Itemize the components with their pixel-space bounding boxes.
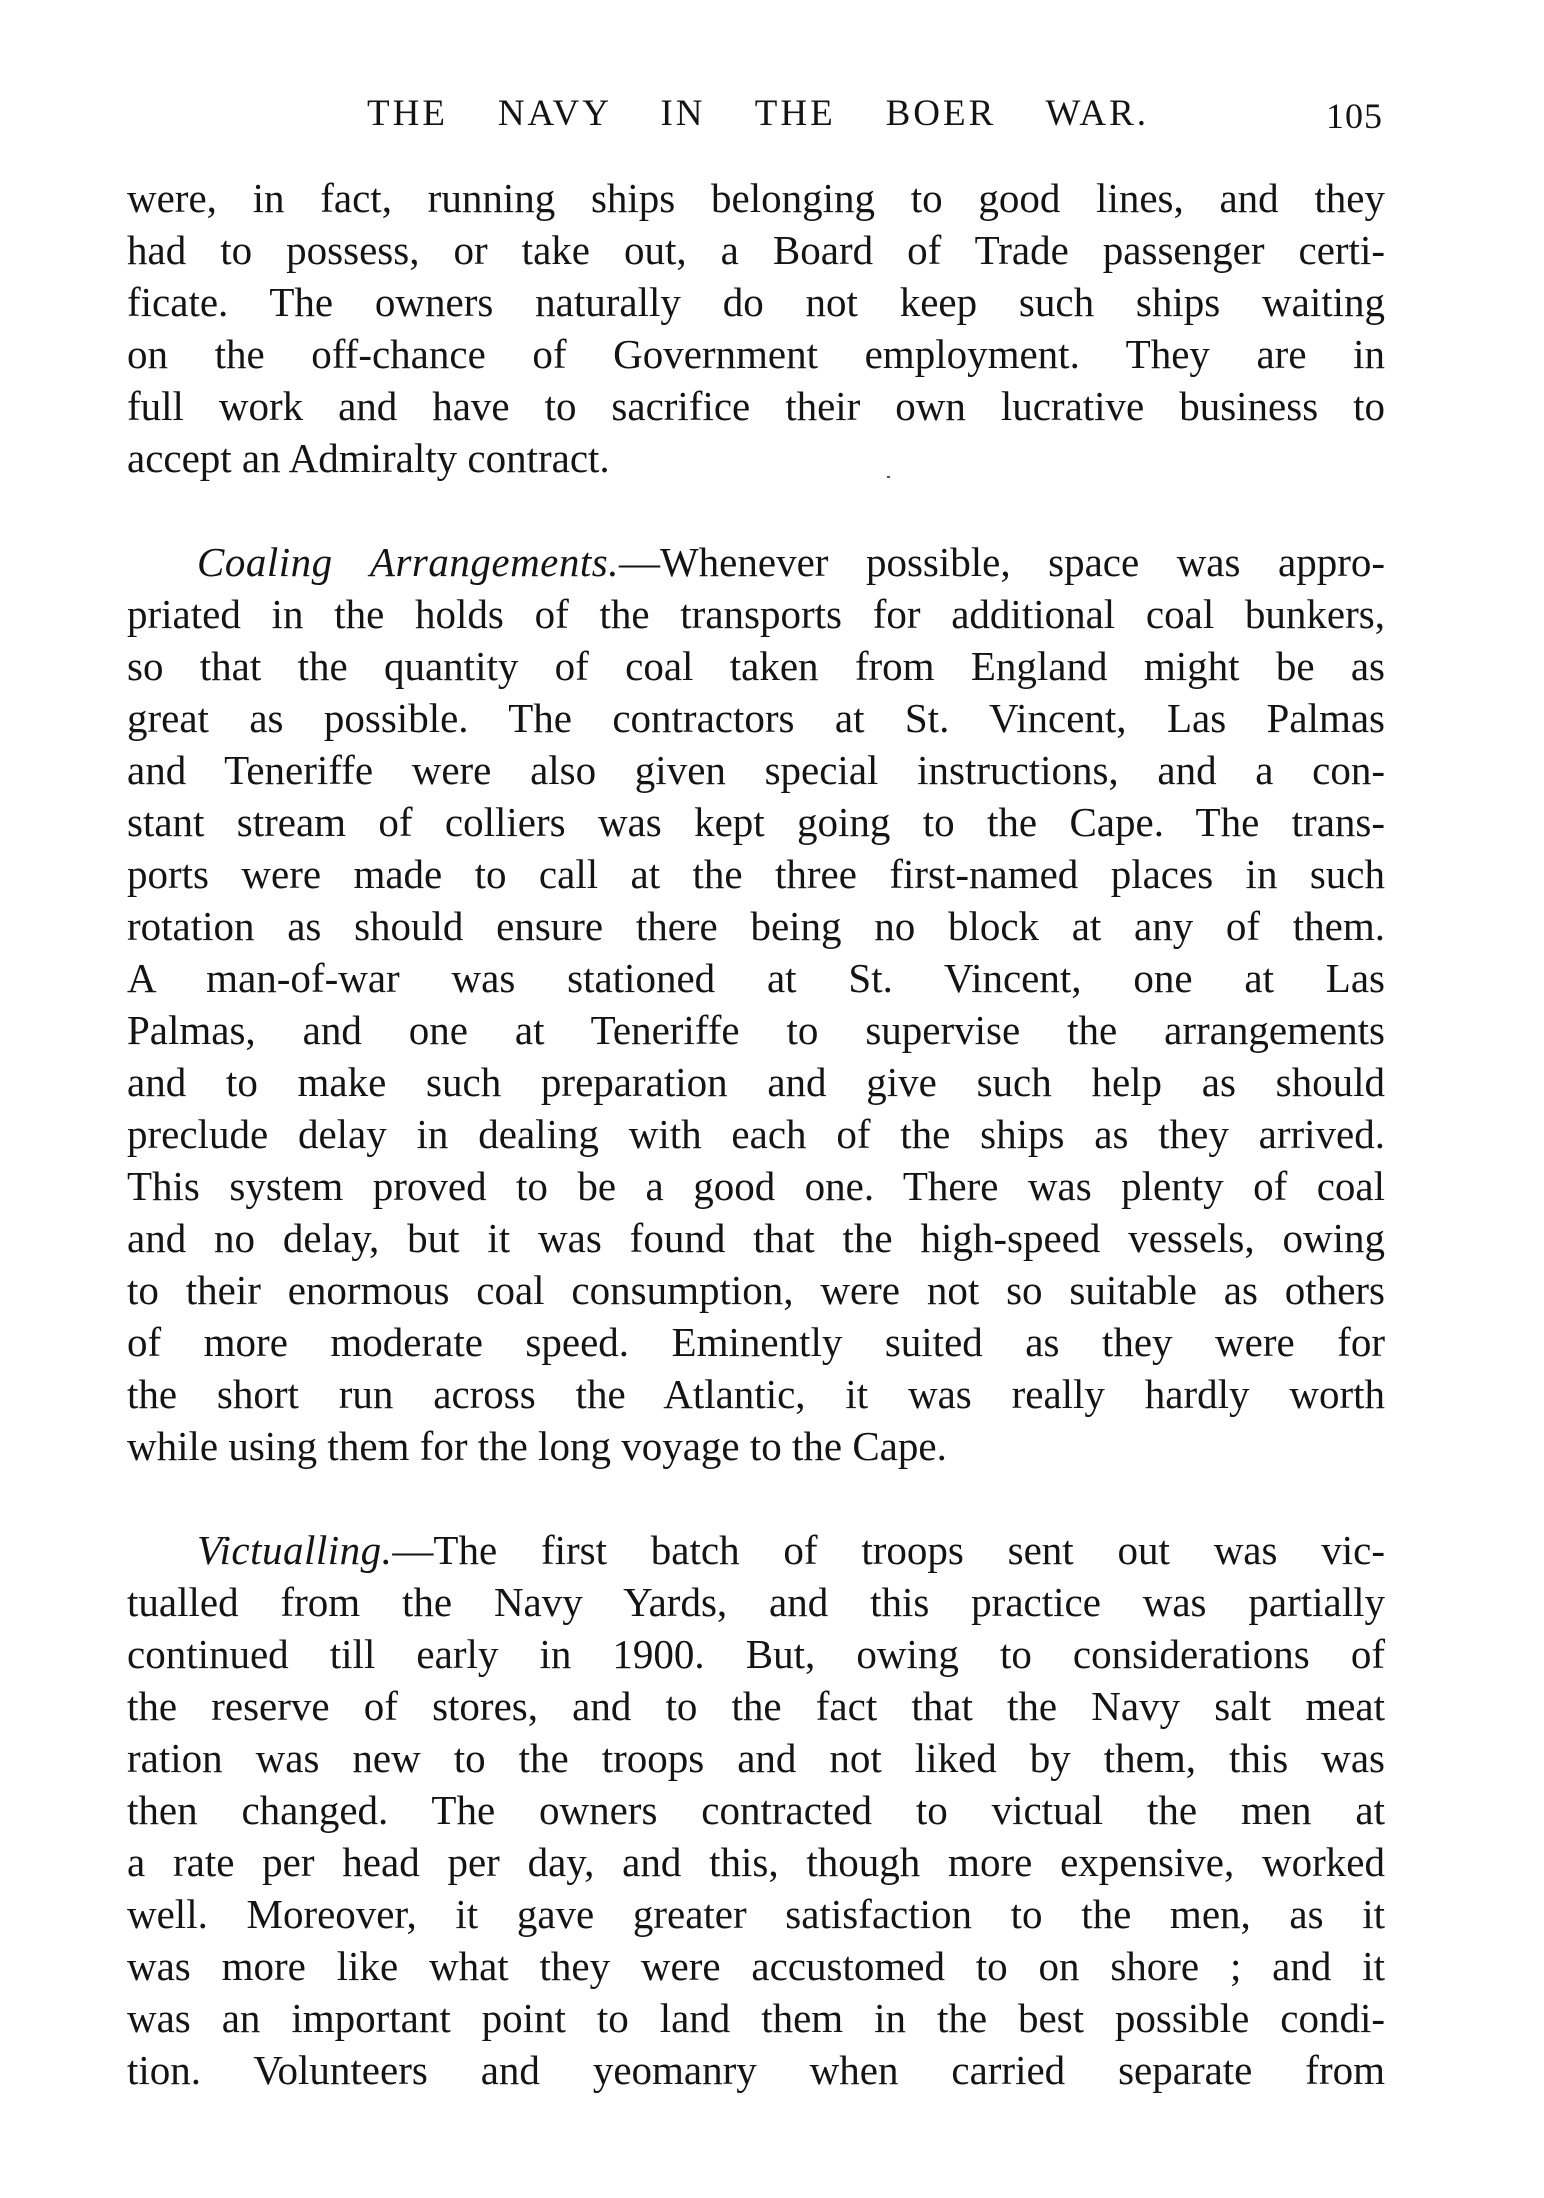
text-line: and Teneriffe were also given special instructions, and a con-: [127, 747, 1385, 793]
text-line: on the off-chance of Government employment. They are in: [127, 331, 1385, 377]
scan-speck: [887, 476, 890, 478]
text-line: tualled from the Navy Yards, and this practice was partially: [127, 1579, 1385, 1625]
text-line: full work and have to sacrifice their own lucrative business to: [127, 383, 1385, 429]
text-line: was an important point to land them in the best possible condi-: [127, 1995, 1385, 2041]
text-line: and to make such preparation and give such help as should: [127, 1059, 1385, 1105]
text-line: great as possible. The contractors at St. Vincent, Las Palmas: [127, 695, 1385, 741]
text-line: were, in fact, running ships belonging to good lines, and they: [127, 175, 1385, 221]
text-line: accept an Admiralty contract.: [127, 435, 610, 481]
paragraph-continuation: [127, 172, 1385, 484]
text-line: tion. Volunteers and yeomanry when carried separate from: [127, 2047, 1385, 2093]
text-line: while using them for the long voyage to the Cape.: [127, 1423, 947, 1469]
text-line: was more like what they were accustomed to on shore ; and it: [127, 1943, 1385, 1989]
paragraph-coaling-arrangements: [127, 536, 1385, 1472]
text-line: and no delay, but it was found that the high-speed vessels, owing: [127, 1215, 1385, 1261]
text-line: had to possess, or take out, a Board of Trade passenger certi-: [127, 227, 1385, 273]
paragraph-victualling: [127, 1524, 1385, 2096]
heading-continuation: —The first batch of troops sent out was vic-: [392, 1527, 1385, 1573]
text-line: continued till early in 1900. But, owing to considerations of: [127, 1631, 1385, 1677]
text-line: priated in the holds of the transports for additional coal bunkers,: [127, 591, 1385, 637]
text-line: stant stream of colliers was kept going to the Cape. The trans-: [127, 799, 1385, 845]
text-line: Palmas, and one at Teneriffe to supervise the arrangements: [127, 1007, 1385, 1053]
text-line: to their enormous coal consumption, were not so suitable as others: [127, 1267, 1385, 1313]
section-heading-coaling: Coaling Arrangements.: [197, 539, 619, 585]
text-line: then changed. The owners contracted to victual the men at: [127, 1787, 1385, 1833]
text-line: preclude delay in dealing with each of the ships as they arrived.: [127, 1111, 1385, 1157]
text-line: ficate. The owners naturally do not keep such ships waiting: [127, 279, 1385, 325]
text-line: [127, 1524, 1385, 1576]
text-line: a rate per head per day, and this, though more expensive, worked: [127, 1839, 1385, 1885]
text-line: well. Moreover, it gave greater satisfaction to the men, as it: [127, 1891, 1385, 1937]
running-title: THE NAVY IN THE BOER WAR.: [367, 93, 1149, 134]
heading-continuation: —Whenever possible, space was appro-: [618, 539, 1385, 585]
text-line: the reserve of stores, and to the fact that the Navy salt meat: [127, 1683, 1385, 1729]
text-line: [127, 536, 1385, 588]
page-number: 105: [1326, 96, 1383, 136]
text-line: of more moderate speed. Eminently suited as they were for: [127, 1319, 1385, 1365]
text-line: ports were made to call at the three first-named places in such: [127, 851, 1385, 897]
text-line: A man-of-war was stationed at St. Vincent, one at Las: [127, 955, 1385, 1001]
text-line: rotation as should ensure there being no block at any of them.: [127, 903, 1385, 949]
running-head: [127, 88, 1385, 140]
text-line: ration was new to the troops and not liked by them, this was: [127, 1735, 1385, 1781]
section-heading-victualling: Victualling.: [197, 1527, 393, 1573]
text-line: This system proved to be a good one. There was plenty of coal: [127, 1163, 1385, 1209]
text-line: the short run across the Atlantic, it was really hardly worth: [127, 1371, 1385, 1417]
text-line: so that the quantity of coal taken from England might be as: [127, 643, 1385, 689]
body-text: [127, 172, 1385, 2148]
